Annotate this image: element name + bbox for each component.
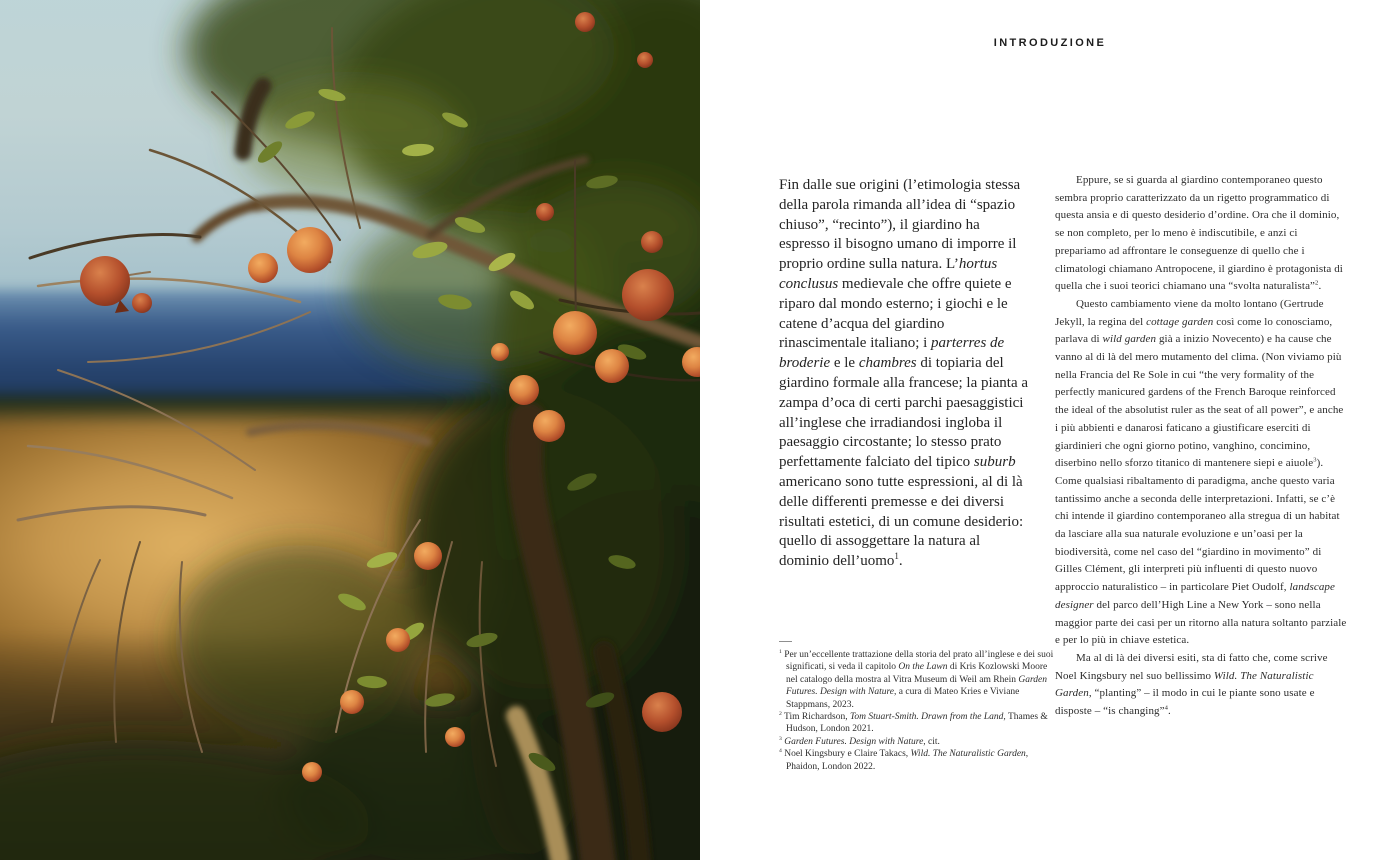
text-segment: già a inizio Novecento) e ha cause che vanno al di là del mero mutamento del clima. (Non viviamo più nella Francia del Re Sole in cui “the very formality of the perfectly manicured gardens of the French Baroque reinforced the ideal of the absolutist ruler as the seat of all power”, e anche i più abbienti e danarosi faticano a giustificare eserciti di giardinieri che ogni giorno potino, vanghino, concimino, diserbino nello sforzo titanico di mantenere siepi e aiuole: [1055, 333, 1344, 470]
text-segment: ). Come qualsiasi ribaltamento di paradigma, anche questo varia tantissimo anche a seconda delle interpretazioni. Infatti, se c’è chi intende il giardino contemporaneo alla stregua di un habitat da lasciare alla sua naturale evoluzione e un’oasi per la biodiversità, come nel caso del “giardino in movimento” di Gilles Clément, gli interpreti più influenti di questo nuovo approccio naturalistico – in particolare Piet Oudolf,: [1055, 457, 1340, 594]
note-reference: 1: [894, 551, 899, 562]
note-reference: 3: [779, 735, 782, 742]
text-segment: Questo cambiamento viene da molto lontano (Gertrude Jekyll, la regina del: [1055, 297, 1324, 328]
text-segment: Wild. The Naturalistic Garden: [910, 749, 1026, 760]
text-segment: wild garden: [1102, 333, 1157, 346]
paragraph: [779, 176, 1033, 572]
text-segment: così come lo conosciamo, parlava di: [1055, 315, 1333, 346]
paragraph: [1055, 296, 1347, 650]
paragraph: [779, 736, 1057, 748]
text-segment: , Thames & Hudson, London 2021.: [786, 712, 1048, 735]
paragraph: [779, 649, 1057, 711]
text-segment: , a cura di Mateo Kries e Viviane Stappmans, 2023.: [786, 687, 1020, 710]
text-segment: chambres: [858, 355, 917, 372]
note-reference: 2: [1315, 279, 1319, 287]
text-segment: Tim Richardson,: [781, 712, 850, 723]
note-reference: 3: [1313, 456, 1317, 464]
paragraph: [779, 748, 1057, 773]
text-segment: Garden Futures. Design with Nature: [786, 674, 1047, 698]
text-segment: , “planting” – il modo in cui le piante sono usate e disposte – “is changing”: [1055, 687, 1315, 718]
footnote-separator: [779, 641, 792, 642]
paragraph: [1055, 650, 1347, 721]
text-segment: hortus conclusus: [779, 256, 998, 292]
text-segment: Per un’eccellente trattazione della storia del prato all’inglese e dei suoi significati, si veda il capitolo: [781, 650, 1054, 673]
text-column-left: [779, 176, 1033, 572]
text-segment: Fin dalle sue origini (l’etimologia stessa della parola rimanda all’idea di “spazio chiuso”, “recinto”), il giardino ha espresso il bisogno umano di imporre il proprio ordine sulla natura. L’: [779, 177, 1021, 273]
text-segment: landscape designer: [1055, 581, 1336, 611]
text-segment: Noel Kingsbury e Claire Takacs,: [781, 749, 911, 760]
note-reference: 4: [779, 748, 782, 755]
note-reference: 1: [779, 648, 782, 655]
note-reference: 4: [1164, 704, 1169, 712]
text-segment: suburb: [973, 454, 1016, 471]
text-column-right: [1055, 172, 1347, 721]
text-segment: .: [1318, 280, 1322, 293]
text-segment: Wild. The Naturalistic Garden: [1055, 669, 1314, 700]
note-reference: 2: [779, 710, 782, 717]
text-segment: parterres de broderie: [779, 335, 1005, 372]
text-segment: , cit.: [923, 736, 940, 747]
text-segment: americano sono tutte espressioni, al di là delle differenti premesse e dei diversi risultati estetici, di un comune desiderio: quello di assoggettare la natura al dominio dell’uomo: [779, 473, 1024, 570]
text-segment: e le: [830, 355, 859, 372]
text-segment: Eppure, se si guarda al giardino contemporaneo questo sembra proprio caratterizzato da un rigetto programmatico di questa ansia e di questo desiderio d’ordine. Ora che il dominio, se non completo, per lo meno è indiscutibile, e anzi ci prepariamo ad affrontare le conseguenze di quello che i climatologi chiamano Antropocene, il giardino è protagonista di quella che i suoi teorici chiamano una “svolta naturalista”: [1055, 174, 1343, 293]
footnote-list: [779, 649, 1057, 773]
text-segment: .: [898, 553, 903, 570]
text-page: [700, 0, 1400, 860]
text-segment: medievale che offre quiete e riparo dal mondo esterno; i giochi e le catene d’acqua del giardino rinascimentale italiano; i: [779, 275, 1012, 352]
text-segment: cottage garden: [1146, 315, 1214, 328]
text-segment: Tom Stuart-Smith. Drawn from the Land: [849, 712, 1004, 723]
text-segment: di topiaria del giardino formale alla francese; la pianta a zampa d’oca di certi parchi paesaggistici all’inglese che irradiandosi ingloba il paesaggio circostante; lo stesso prato perfettamente falciato del tipico: [779, 355, 1029, 471]
text-segment: On the Lawn: [898, 662, 948, 673]
text-segment: Garden Futures. Design with Nature: [784, 736, 924, 747]
text-segment: , Phaidon, London 2022.: [786, 749, 1029, 772]
text-segment: del parco dell’High Line a New York – sono nella maggior parte dei casi per un ritorno alla natura soltanto parziale e per lo più in chiave estetica.: [1055, 598, 1347, 647]
footnotes-block: [779, 641, 1057, 773]
text-segment: di Kris Kozlowski Moore nel catalogo della mostra al Vitra Museum di Weil am Rhein: [786, 662, 1048, 685]
text-segment: Ma al di là dei diversi esiti, sta di fatto che, come scrive Noel Kingsbury nel suo bellissimo: [1055, 651, 1328, 682]
page-header: INTRODUZIONE: [993, 37, 1107, 49]
paragraph: [779, 711, 1057, 736]
text-segment: .: [1168, 705, 1171, 718]
paragraph: [1055, 172, 1347, 296]
